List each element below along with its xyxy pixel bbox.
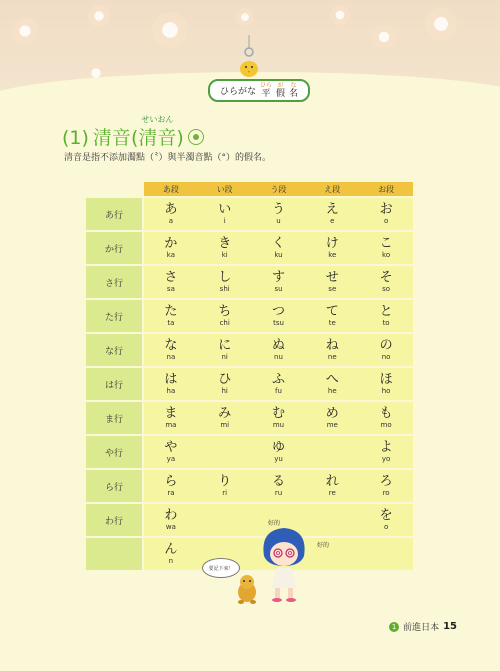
kana-cell	[359, 538, 413, 570]
romaji: ha	[166, 387, 176, 395]
romaji: se	[328, 285, 337, 293]
flower-icon	[372, 25, 396, 49]
table-row	[86, 402, 413, 434]
banner-rb: 平	[261, 88, 271, 99]
kana-cell	[359, 334, 413, 366]
kana-char: も	[379, 406, 393, 421]
kana-char: ろ	[379, 474, 393, 489]
kana-cell	[305, 470, 359, 502]
romaji: ke	[328, 251, 337, 259]
romaji: ro	[382, 489, 390, 497]
table-row	[86, 538, 413, 570]
romaji: re	[328, 489, 336, 497]
banner-rt: が	[277, 81, 284, 89]
romaji: a	[168, 217, 174, 225]
flower-icon	[236, 8, 254, 26]
kana-cell	[252, 368, 306, 400]
romaji: to	[382, 319, 390, 327]
kana-cell	[144, 402, 198, 434]
romaji: ho	[381, 387, 391, 395]
romaji: mi	[220, 421, 230, 429]
table-row	[86, 436, 413, 468]
kana-char: ふ	[271, 372, 285, 387]
book-title: 前進日本	[403, 623, 440, 633]
romaji: nu	[274, 353, 283, 361]
kana-cell	[305, 266, 359, 298]
kana-cell	[198, 232, 252, 264]
kana-char: ん	[164, 542, 178, 557]
row-label: や行	[86, 436, 142, 468]
kana-char: や	[164, 440, 178, 455]
kana-char: み	[218, 406, 232, 421]
kana-cell	[144, 470, 198, 502]
kana-cell	[252, 266, 306, 298]
kana-chart	[86, 182, 413, 570]
section-number: (1)	[62, 127, 89, 149]
section-term: 清音	[92, 127, 131, 149]
kana-cell	[305, 232, 359, 264]
table-row	[86, 232, 413, 264]
kana-char: ま	[164, 406, 178, 421]
kana-cell	[252, 198, 306, 230]
kana-cell	[305, 368, 359, 400]
row-label: ま行	[86, 402, 142, 434]
banner-char	[260, 83, 272, 99]
kana-char: け	[325, 236, 339, 251]
kana-cell	[305, 402, 359, 434]
kana-cell	[305, 436, 359, 468]
row-cells	[144, 436, 413, 468]
column-header: お段	[378, 184, 395, 194]
kana-char: る	[271, 474, 285, 489]
row-label: さ行	[86, 266, 142, 298]
romaji: ka	[166, 251, 176, 259]
romaji: o	[383, 523, 389, 531]
romaji: ni	[221, 353, 228, 361]
column-header: い段	[216, 184, 233, 194]
romaji: te	[328, 319, 336, 327]
banner-char	[276, 83, 285, 99]
kana-char: ほ	[379, 372, 393, 387]
banner-rb: 名	[289, 88, 299, 99]
kana-cell	[252, 334, 306, 366]
kana-char: へ	[325, 372, 339, 387]
kana-cell	[144, 266, 198, 298]
kana-char: つ	[271, 304, 285, 319]
romaji: u	[276, 217, 281, 225]
kana-char: な	[164, 338, 178, 353]
kana-cell	[359, 266, 413, 298]
kana-cell	[198, 368, 252, 400]
kana-cell	[144, 504, 198, 536]
row-cells	[144, 266, 413, 298]
kana-char: お	[379, 202, 393, 217]
kana-char: り	[218, 474, 232, 489]
table-row	[86, 368, 413, 400]
kana-char: よ	[379, 440, 393, 455]
chapter-badge: 1	[389, 622, 399, 632]
column-header: あ段	[162, 184, 179, 194]
table-row	[86, 198, 413, 230]
column-header-row	[144, 182, 413, 196]
section-heading	[62, 116, 204, 152]
romaji: i	[223, 217, 226, 225]
ruby-reading: せいおん	[141, 115, 174, 124]
kana-cell	[144, 538, 198, 570]
row-label: た行	[86, 300, 142, 332]
kana-char: わ	[164, 508, 178, 523]
page-footer	[389, 620, 457, 633]
kana-cell	[359, 504, 413, 536]
kana-char: え	[325, 202, 339, 217]
romaji: so	[382, 285, 391, 293]
banner-rt: な	[290, 81, 297, 89]
ruby-base: 清音	[138, 127, 177, 149]
kana-cell	[359, 436, 413, 468]
romaji: ta	[167, 319, 175, 327]
page-number: 15	[443, 621, 457, 632]
romaji: chi	[219, 319, 230, 327]
kana-cell	[305, 334, 359, 366]
romaji: ya	[166, 455, 176, 463]
romaji: su	[274, 285, 283, 293]
row-cells	[144, 470, 413, 502]
section-banner	[208, 79, 310, 102]
kana-char: い	[218, 202, 232, 217]
mascot-exclaim: 好的	[317, 542, 330, 549]
kana-cell	[198, 300, 252, 332]
kana-char: ち	[218, 304, 232, 319]
kana-char: ゆ	[271, 440, 285, 455]
romaji: mu	[272, 421, 285, 429]
romaji: wa	[165, 523, 176, 531]
kana-char: と	[379, 304, 393, 319]
table-row	[86, 334, 413, 366]
kana-char: た	[164, 304, 178, 319]
kana-char: を	[379, 508, 393, 523]
flower-icon	[88, 5, 110, 27]
kana-cell	[198, 198, 252, 230]
speech-bubble: 要記下來！	[202, 558, 240, 578]
flower-icon	[12, 18, 38, 44]
flower-icon	[152, 12, 188, 48]
banner-char	[289, 83, 298, 99]
column-header: う段	[270, 184, 287, 194]
row-cells	[144, 198, 413, 230]
kana-char: き	[218, 236, 232, 251]
romaji: na	[166, 353, 176, 361]
kana-char: し	[218, 270, 232, 285]
kana-char: あ	[164, 202, 178, 217]
romaji: o	[383, 217, 389, 225]
romaji: me	[326, 421, 338, 429]
kana-cell	[198, 334, 252, 366]
kana-char: さ	[164, 270, 178, 285]
mascot-exclaim: 好的	[268, 520, 281, 527]
romaji: mo	[380, 421, 392, 429]
ruby-term	[138, 116, 176, 152]
kana-cell	[359, 300, 413, 332]
row-label: は行	[86, 368, 142, 400]
table-row	[86, 266, 413, 298]
kana-cell	[305, 300, 359, 332]
row-cells	[144, 232, 413, 264]
banner-rb: 假	[276, 88, 286, 99]
kana-char: ぬ	[271, 338, 285, 353]
romaji: ne	[327, 353, 337, 361]
romaji: ru	[274, 489, 283, 497]
kana-cell	[305, 504, 359, 536]
row-label: か行	[86, 232, 142, 264]
romaji: yu	[274, 455, 283, 463]
kana-char: こ	[379, 236, 393, 251]
kana-cell	[198, 470, 252, 502]
kana-cell	[252, 470, 306, 502]
romaji: ko	[382, 251, 391, 259]
row-cells	[144, 300, 413, 332]
kana-cell	[305, 198, 359, 230]
kana-cell	[198, 266, 252, 298]
romaji: he	[327, 387, 337, 395]
girl-mascot-icon	[258, 522, 310, 602]
romaji: sa	[166, 285, 175, 293]
banner-rt: ひら	[259, 81, 272, 89]
kana-char: ひ	[218, 372, 232, 387]
kana-cell	[144, 300, 198, 332]
kana-cell	[359, 232, 413, 264]
hanger-chick-icon	[238, 35, 260, 79]
kana-cell	[198, 504, 252, 536]
kana-cell	[359, 470, 413, 502]
kana-char: か	[164, 236, 178, 251]
flower-icon	[330, 5, 350, 25]
kana-char: は	[164, 372, 178, 387]
romaji: ma	[165, 421, 177, 429]
romaji: tsu	[273, 319, 284, 327]
kana-char: れ	[325, 474, 339, 489]
row-label: わ行	[86, 504, 142, 536]
kana-cell	[144, 232, 198, 264]
row-label	[86, 538, 142, 570]
kana-cell	[144, 368, 198, 400]
kana-char: の	[379, 338, 393, 353]
kana-cell	[359, 402, 413, 434]
romaji: fu	[275, 387, 282, 395]
kana-cell	[198, 436, 252, 468]
critter-icon	[233, 572, 261, 604]
romaji: ra	[167, 489, 175, 497]
row-label: な行	[86, 334, 142, 366]
romaji: hi	[221, 387, 228, 395]
kana-cell	[252, 402, 306, 434]
kana-char: め	[325, 406, 339, 421]
romaji: ri	[222, 489, 228, 497]
kana-char: せ	[325, 270, 339, 285]
romaji: ku	[274, 251, 283, 259]
table-row	[86, 504, 413, 536]
table-row	[86, 300, 413, 332]
kana-cell	[198, 402, 252, 434]
kana-char: に	[218, 338, 232, 353]
column-header: え段	[324, 184, 341, 194]
row-label: ら行	[86, 470, 142, 502]
kana-char: く	[271, 236, 285, 251]
row-cells	[144, 368, 413, 400]
kana-cell	[144, 334, 198, 366]
kana-cell	[252, 232, 306, 264]
kana-char: て	[325, 304, 339, 319]
romaji: e	[330, 217, 335, 225]
kana-cell	[252, 300, 306, 332]
romaji: yo	[381, 455, 391, 463]
banner-hiragana: ひらがな	[219, 87, 256, 97]
kana-char: う	[271, 202, 285, 217]
row-cells	[144, 334, 413, 366]
kana-char: ね	[325, 338, 339, 353]
flower-icon	[425, 8, 457, 40]
kana-cell	[305, 538, 359, 570]
kana-cell	[252, 436, 306, 468]
row-cells	[144, 402, 413, 434]
kana-cell	[144, 198, 198, 230]
romaji: n	[168, 557, 174, 565]
romaji: shi	[219, 285, 230, 293]
table-row	[86, 470, 413, 502]
romaji: ki	[221, 251, 228, 259]
kana-char: む	[271, 406, 285, 421]
kana-cell	[359, 198, 413, 230]
kana-char: す	[271, 270, 285, 285]
kana-char: そ	[379, 270, 393, 285]
row-label: あ行	[86, 198, 142, 230]
close-paren: )	[176, 127, 184, 149]
kana-cell	[359, 368, 413, 400]
open-paren: (	[130, 127, 139, 149]
audio-track-icon[interactable]	[188, 129, 204, 145]
description-text: 清音是指不添加濁點（〝）與半濁音點（°）的假名。	[64, 153, 272, 163]
romaji: no	[381, 353, 391, 361]
kana-char: ら	[164, 474, 178, 489]
kana-cell	[144, 436, 198, 468]
